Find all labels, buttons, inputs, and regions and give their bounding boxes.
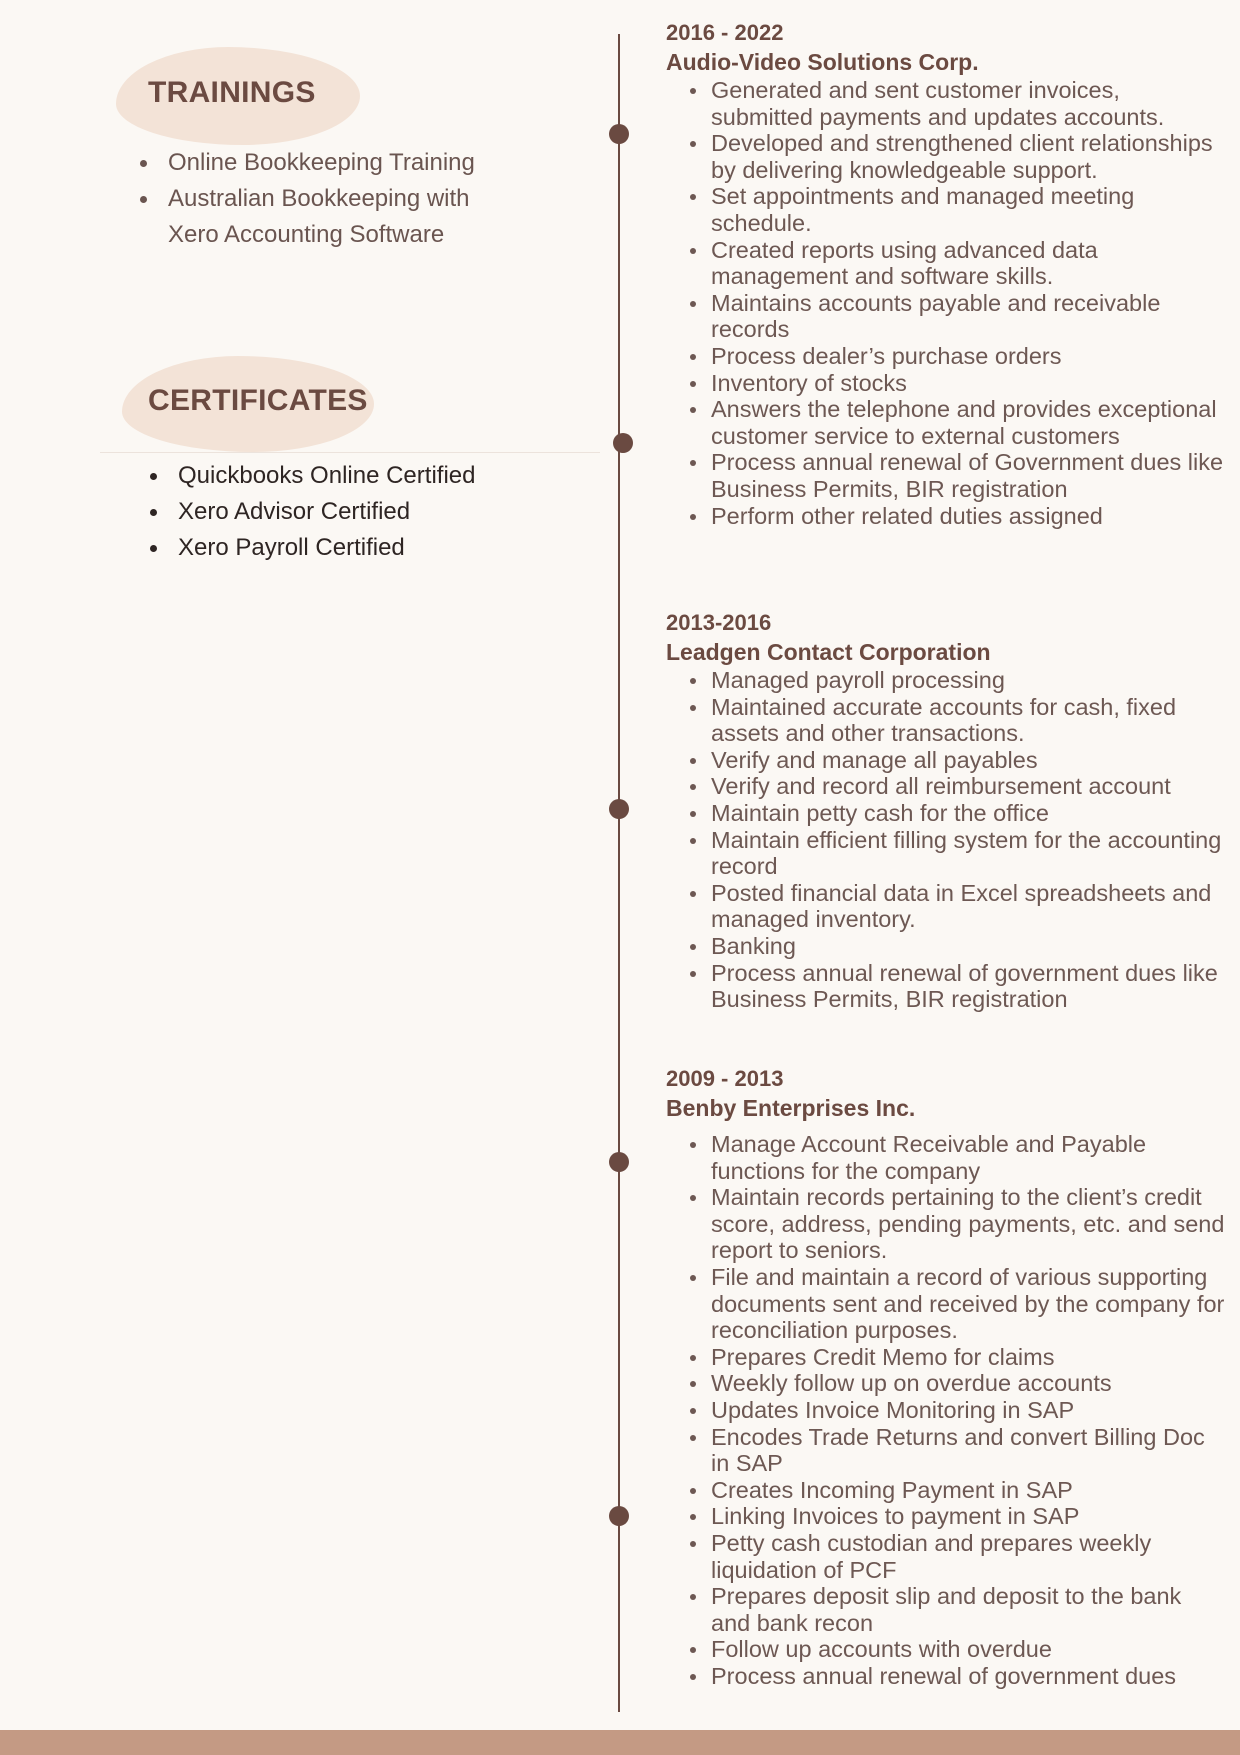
timeline-dot — [609, 1506, 629, 1526]
duty-item: Process annual renewal of Government dues like Business Permits, BIR registration — [690, 449, 1226, 502]
duty-item: Follow up accounts with overdue — [690, 1636, 1226, 1663]
job-company: Benby Enterprises Inc. — [666, 1095, 916, 1121]
duties-list — [690, 77, 1226, 529]
job-years: 2013-2016 — [666, 610, 772, 635]
duty-item: Inventory of stocks — [690, 370, 1226, 397]
divider — [100, 452, 600, 453]
duty-item: Process annual renewal of government dues — [690, 1663, 1226, 1690]
training-item: Online Bookkeeping Training — [140, 145, 520, 181]
job-company: Leadgen Contact Corporation — [666, 639, 991, 665]
duty-item: Verify and manage all payables — [690, 747, 1226, 774]
duty-item: Maintain records pertaining to the client’s credit score, address, pending payments, etc. and send report to seniors. — [690, 1184, 1226, 1264]
timeline-line — [618, 34, 620, 1712]
duty-item: Process annual renewal of government dues like Business Permits, BIR registration — [690, 960, 1226, 1013]
timeline-dot — [609, 124, 629, 144]
duty-item: Developed and strengthened client relationships by delivering knowledgeable support. — [690, 130, 1226, 183]
duty-item: Manage Account Receivable and Payable functions for the company — [690, 1131, 1226, 1184]
duties-list — [690, 1131, 1226, 1689]
duties-list — [690, 667, 1226, 1013]
trainings-list — [140, 145, 520, 253]
job-entry — [666, 19, 1226, 529]
duty-item: Set appointments and managed meeting schedule. — [690, 183, 1226, 236]
job-years: 2016 - 2022 — [666, 20, 784, 45]
duty-item: Created reports using advanced data management and software skills. — [690, 237, 1226, 290]
duty-item: Updates Invoice Monitoring in SAP — [690, 1397, 1226, 1424]
footer-bar — [0, 1730, 1240, 1755]
duty-item: Maintains accounts payable and receivable records — [690, 290, 1226, 343]
duty-item: Perform other related duties assigned — [690, 503, 1226, 530]
duty-item: Verify and record all reimbursement account — [690, 773, 1226, 800]
certificate-item: Xero Advisor Certified — [150, 494, 570, 530]
certificate-item: Quickbooks Online Certified — [150, 458, 570, 494]
duty-item: File and maintain a record of various supporting documents sent and received by the company for reconciliation purposes. — [690, 1264, 1226, 1344]
certificate-item: Xero Payroll Certified — [150, 530, 570, 566]
duty-item: Maintain efficient filling system for the accounting record — [690, 827, 1226, 880]
timeline-dot — [609, 1152, 629, 1172]
duty-item: Linking Invoices to payment in SAP — [690, 1503, 1226, 1530]
duty-item: Maintain petty cash for the office — [690, 800, 1226, 827]
duty-item: Banking — [690, 933, 1226, 960]
training-item: Australian Bookkeeping with Xero Accounting Software — [140, 181, 520, 253]
duty-item: Managed payroll processing — [690, 667, 1226, 694]
job-entry — [666, 1065, 1226, 1689]
job-company: Audio-Video Solutions Corp. — [666, 49, 979, 75]
job-years: 2009 - 2013 — [666, 1066, 784, 1091]
duty-item: Posted financial data in Excel spreadsheets and managed inventory. — [690, 880, 1226, 933]
left-column — [0, 0, 600, 1700]
duty-item: Encodes Trade Returns and convert Billing Doc in SAP — [690, 1424, 1226, 1477]
duty-item: Prepares deposit slip and deposit to the bank and bank recon — [690, 1583, 1226, 1636]
duty-item: Maintained accurate accounts for cash, fixed assets and other transactions. — [690, 694, 1226, 747]
timeline-dot — [609, 799, 629, 819]
certificates-heading: CERTIFICATES — [148, 384, 368, 417]
duty-item: Generated and sent customer invoices, submitted payments and updates accounts. — [690, 77, 1226, 130]
job-entry — [666, 609, 1226, 1013]
timeline-dot — [613, 433, 633, 453]
duty-item: Creates Incoming Payment in SAP — [690, 1477, 1226, 1504]
trainings-heading: TRAININGS — [148, 76, 316, 109]
certificates-list — [150, 458, 570, 566]
duty-item: Process dealer’s purchase orders — [690, 343, 1226, 370]
duty-item: Answers the telephone and provides exceptional customer service to external customers — [690, 396, 1226, 449]
duty-item: Weekly follow up on overdue accounts — [690, 1370, 1226, 1397]
duty-item: Prepares Credit Memo for claims — [690, 1344, 1226, 1371]
duty-item: Petty cash custodian and prepares weekly liquidation of PCF — [690, 1530, 1226, 1583]
